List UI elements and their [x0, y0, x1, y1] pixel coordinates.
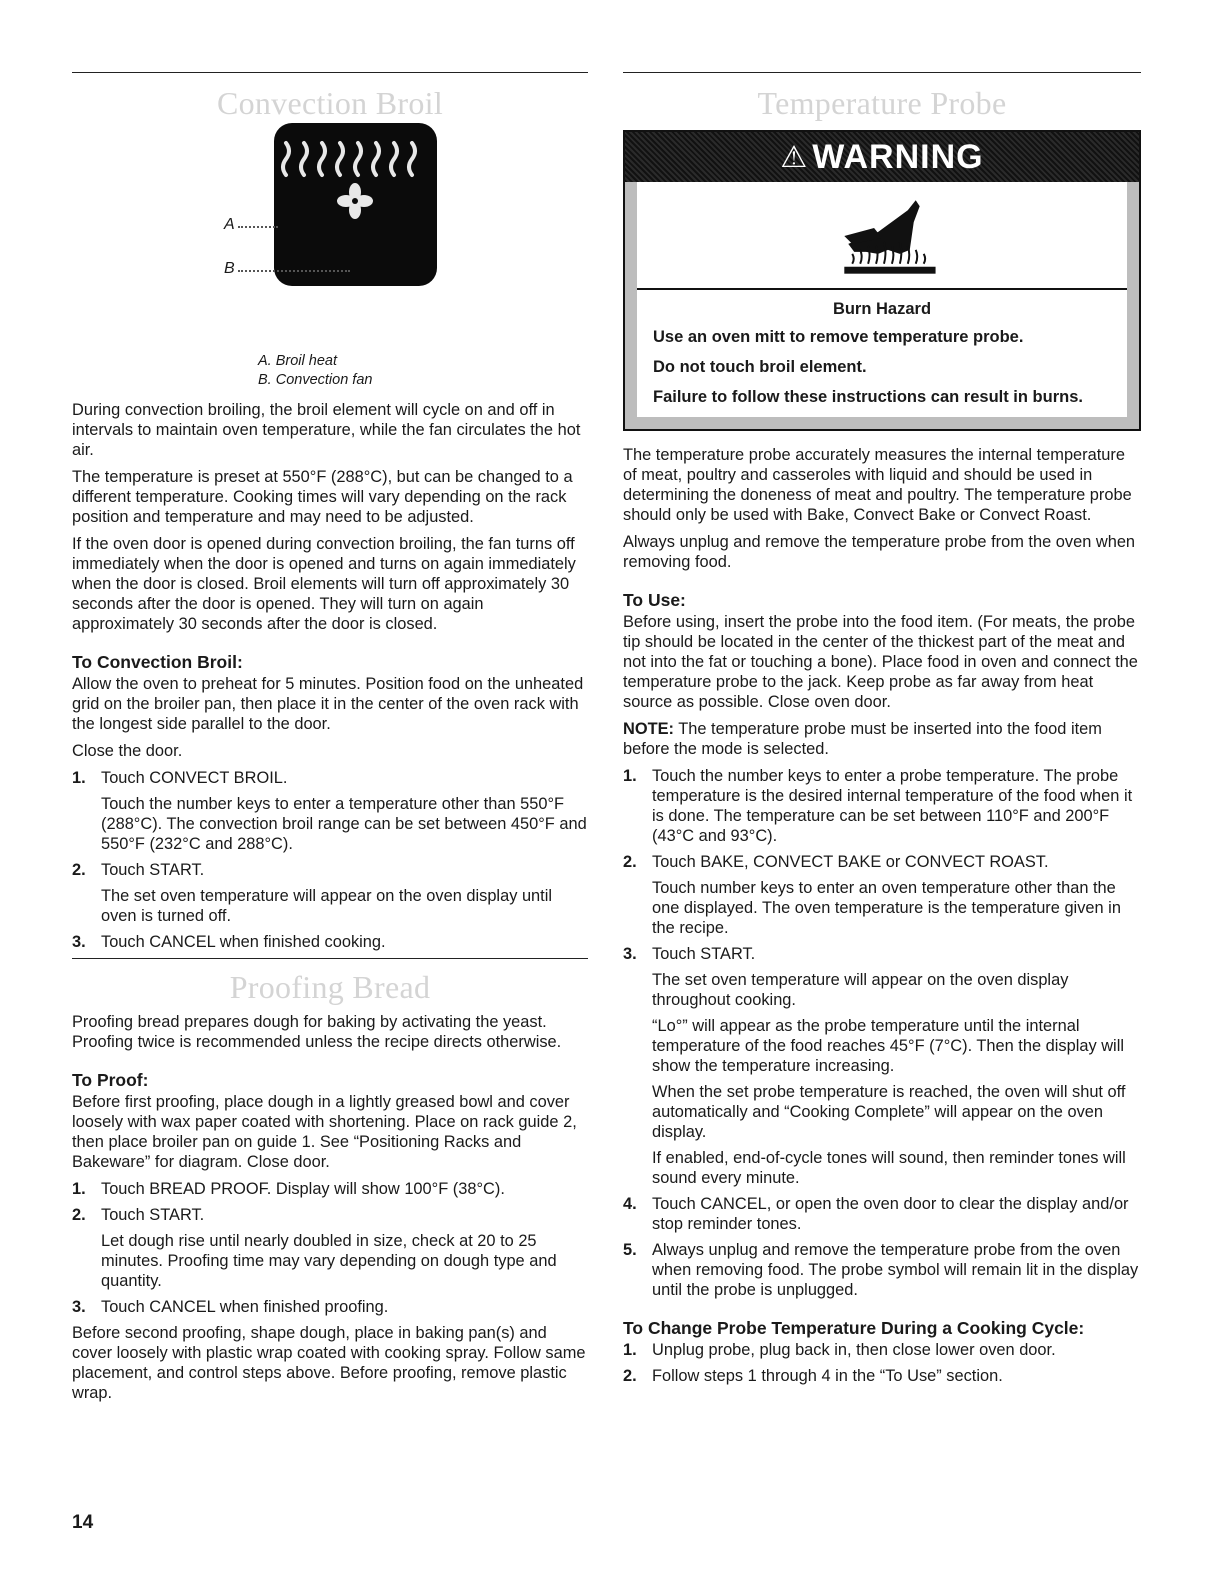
paragraph: Before second proofing, shape dough, place in baking pan(s) and cover loosely with plastic wrap coated with cooking spray. Follow same placement, and control steps above. Before proofing, remove plastic wrap.	[72, 1324, 586, 1402]
step-number: 2.	[623, 853, 637, 871]
section-title-temperature-probe: Temperature Probe	[757, 85, 1007, 121]
step-detail: “Lo°” will appear as the probe temperature until the internal temperature of the food reaches 45°F (7°C). Then the display will show the temperature increasing.	[652, 1017, 1124, 1075]
step-text: Touch BREAD PROOF. Display will show 100°F (38°C).	[101, 1180, 505, 1198]
step-text: Unplug probe, plug back in, then close lower oven door.	[652, 1341, 1056, 1359]
oven-cavity-illustration	[274, 123, 437, 286]
label-b: B	[224, 260, 235, 277]
step-detail: If enabled, end-of-cycle tones will sound, then reminder tones will sound every minute.	[652, 1149, 1126, 1187]
step-number: 1.	[72, 769, 86, 787]
convection-broil-steps	[72, 768, 588, 952]
subheading-change-probe-temperature: To Change Probe Temperature During a Cooking Cycle:	[623, 1318, 1085, 1338]
step-number: 3.	[72, 1298, 86, 1316]
step-text: Touch CANCEL, or open the oven door to clear the display and/or stop reminder tones.	[652, 1195, 1129, 1233]
step-number: 2.	[623, 1367, 637, 1385]
list-item	[623, 766, 1141, 846]
paragraph: Proofing bread prepares dough for baking by activating the yeast. Proofing twice is recommended unless the recipe directs otherwise.	[72, 1013, 562, 1051]
warning-line: Use an oven mitt to remove temperature probe.	[653, 328, 1024, 346]
list-item	[623, 944, 1141, 1188]
warning-body	[625, 182, 1139, 429]
list-item	[72, 1179, 588, 1199]
list-item	[72, 932, 588, 952]
hazard-title: Burn Hazard	[832, 300, 932, 318]
paragraph: During convection broiling, the broil element will cycle on and off in intervals to maintain oven temperature, while the fan circulates the hot air.	[72, 401, 581, 459]
note-paragraph	[623, 719, 1141, 759]
warning-line: Failure to follow these instructions can result in burns.	[653, 388, 1083, 406]
note-text: The temperature probe must be inserted into the food item before the mode is selected.	[623, 720, 1102, 758]
list-item	[623, 852, 1141, 938]
paragraph: Before first proofing, place dough in a lightly greased bowl and cover loosely with wax paper coated with shortening. Place on rack guide 2, then place broiler pan on guide 1. See “Positioning Racks and Bakeware” for diagram. Close door.	[72, 1093, 577, 1171]
list-item	[623, 1366, 1141, 1386]
section-title-proofing-bread: Proofing Bread	[229, 969, 431, 1005]
step-number: 2.	[72, 861, 86, 879]
step-detail: Touch the number keys to enter a temperature other than 550°F (288°C). The convection broil range can be set between 450°F and 550°F (232°C and 288°C).	[101, 795, 587, 853]
caption-a: A. Broil heat	[258, 353, 337, 369]
warning-box	[623, 130, 1141, 431]
list-item	[623, 1194, 1141, 1234]
caption-b: B. Convection fan	[258, 372, 373, 388]
section-title-convection-broil: Convection Broil	[216, 85, 444, 121]
warning-pictogram	[637, 182, 1127, 290]
list-item	[72, 860, 588, 926]
step-detail: When the set probe temperature is reached, the oven will shut off automatically and “Cooking Complete” will appear on the oven display.	[652, 1083, 1126, 1141]
paragraph: The temperature probe accurately measures the internal temperature of meat, poultry and casseroles with liquid and should be used in determining the doneness of meat and poultry. The temperature probe should only be used with Bake, Convect Bake or Convect Roast.	[623, 446, 1132, 524]
step-number: 2.	[72, 1206, 86, 1224]
step-number: 1.	[72, 1180, 86, 1198]
warning-title: WARNING	[812, 137, 984, 176]
paragraph: Close the door.	[72, 742, 183, 760]
figure-caption	[258, 352, 588, 390]
subheading-to-use: To Use:	[623, 590, 686, 610]
step-text: Touch CONVECT BROIL.	[101, 769, 288, 787]
leader-line-b	[238, 270, 350, 272]
step-text: Touch START.	[652, 945, 756, 963]
list-item	[623, 1240, 1141, 1300]
page-number: 14	[72, 1512, 94, 1533]
paragraph: Before using, insert the probe into the food item. (For meats, the probe tip should be located in the center of the thickest part of the meat and not into the fat or touching a bone). Place food in oven and connect the temperature probe to the jack. Keep probe as far away from heat source as possible. Close oven door.	[623, 613, 1138, 711]
step-text: Follow steps 1 through 4 in the “To Use” section.	[652, 1367, 1003, 1385]
step-number: 3.	[72, 933, 86, 951]
section-rule	[72, 958, 588, 959]
paragraph: Always unplug and remove the temperature probe from the oven when removing food.	[623, 533, 1136, 571]
leader-line-a	[238, 226, 278, 228]
list-item	[72, 1297, 588, 1317]
proofing-steps	[72, 1179, 588, 1317]
right-column	[623, 72, 1141, 1392]
warning-text	[637, 290, 1127, 417]
section-rule	[623, 72, 1141, 73]
list-item	[72, 768, 588, 854]
warning-header	[625, 132, 1139, 182]
label-a: A	[224, 216, 235, 233]
step-text: Touch START.	[101, 1206, 205, 1224]
step-number: 5.	[623, 1241, 637, 1259]
step-text: Touch the number keys to enter a probe temperature. The probe temperature is the desired internal temperature of the food when it is done. The temperature can be set between 110°F and 200°F (43°C and 93°C).	[652, 767, 1133, 845]
step-detail: Touch number keys to enter an oven temperature other than the one displayed. The oven temperature is the temperature given in the recipe.	[652, 879, 1121, 937]
step-text: Touch CANCEL when finished cooking.	[101, 933, 386, 951]
change-probe-steps	[623, 1340, 1141, 1386]
list-item	[623, 1340, 1141, 1360]
step-text: Touch START.	[101, 861, 205, 879]
step-number: 4.	[623, 1195, 637, 1213]
paragraph: Allow the oven to preheat for 5 minutes. Position food on the unheated grid on the broiler pan, then place it in the center of the oven rack with the longest side parallel to the door.	[72, 675, 584, 733]
list-item	[72, 1205, 588, 1291]
convection-broil-figure	[72, 128, 588, 288]
step-number: 1.	[623, 767, 637, 785]
note-label: NOTE:	[623, 720, 674, 738]
step-number: 3.	[623, 945, 637, 963]
left-column	[72, 72, 588, 1410]
step-text: Touch BAKE, CONVECT BAKE or CONVECT ROAST.	[652, 853, 1049, 871]
section-rule	[72, 72, 588, 73]
step-text: Always unplug and remove the temperature probe from the oven when removing food. The probe symbol will remain lit in the display until the probe is unplugged.	[652, 1241, 1139, 1299]
step-number: 1.	[623, 1341, 637, 1359]
step-detail: The set oven temperature will appear on the oven display until oven is turned off.	[101, 887, 553, 925]
burn-hazard-hand-icon	[637, 182, 1127, 288]
broil-heat-and-fan-icon	[274, 123, 437, 286]
paragraph: If the oven door is opened during convection broiling, the fan turns off immediately when the door is opened and turns on again immediately when the door is closed. Broil elements will turn off approximately 30 seconds after the door is opened. They will turn on again approximately 30 seconds after the door is closed.	[72, 535, 576, 633]
step-detail: Let dough rise until nearly doubled in size, check at 20 to 25 minutes. Proofing time may vary depending on dough type and quantity.	[101, 1232, 557, 1290]
warning-triangle-icon: ⚠	[780, 140, 809, 174]
step-text: Touch CANCEL when finished proofing.	[101, 1298, 389, 1316]
warning-line: Do not touch broil element.	[653, 358, 867, 376]
to-use-steps	[623, 766, 1141, 1300]
step-detail: The set oven temperature will appear on the oven display throughout cooking.	[652, 971, 1069, 1009]
paragraph: The temperature is preset at 550°F (288°C), but can be changed to a different temperature. Cooking times will vary depending on the rack position and temperature and may need to be adjusted.	[72, 468, 573, 526]
subheading-to-convection-broil: To Convection Broil:	[72, 652, 243, 672]
subheading-to-proof: To Proof:	[72, 1070, 149, 1090]
